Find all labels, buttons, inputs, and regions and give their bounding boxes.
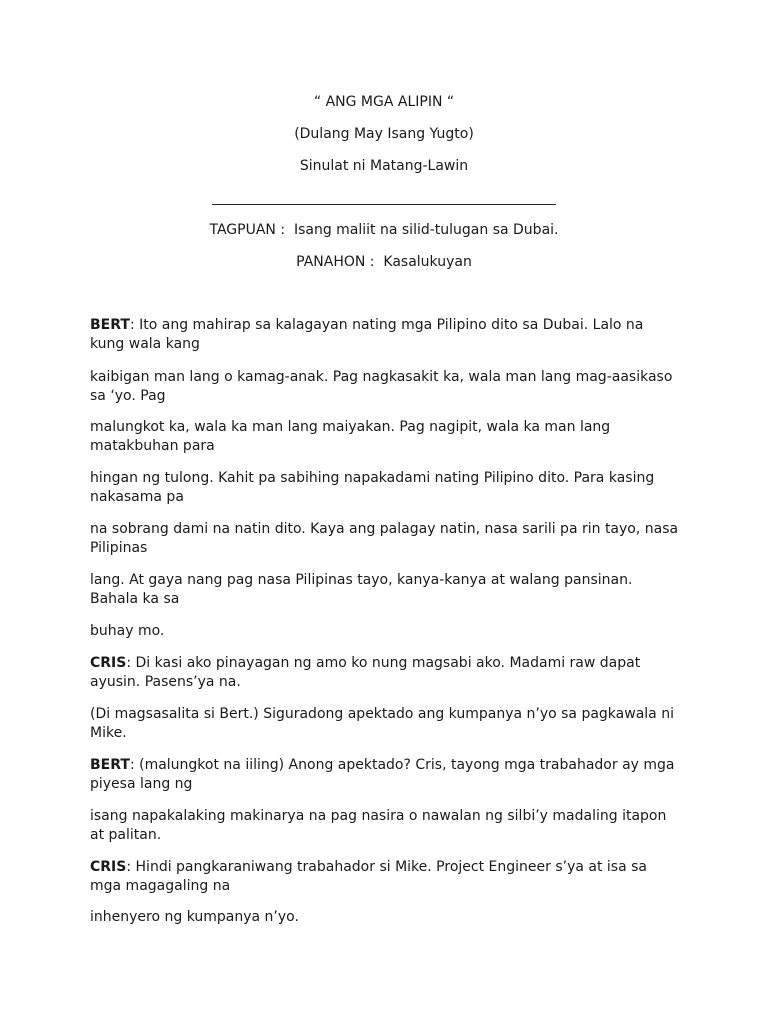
speaker-name: BERT — [90, 757, 130, 773]
dialogue-text: (Di magsasalita si Bert.) Siguradong apektado ang kumpanya n’yo sa pagkawala ni Mike. — [90, 706, 674, 741]
dialogue-text: kaibigan man lang o kamag-anak. Pag nagkasakit ka, wala man lang mag-aasikaso sa ‘yo. Pag — [90, 369, 673, 404]
speaker-name: BERT — [90, 317, 130, 333]
dialogue-text: buhay mo. — [90, 623, 165, 639]
dialogue-text: na sobrang dami na natin dito. Kaya ang palagay natin, nasa sarili pa rin tayo, nasa Pilipinas — [90, 521, 679, 556]
header-divider — [212, 204, 556, 205]
dialogue-paragraph — [90, 654, 682, 692]
dialogue-paragraph — [90, 756, 682, 794]
dialogue-text: : Hindi pangkaraniwang trabahador si Mike. Project Engineer s’ya at isa sa mga magagaling na — [90, 859, 647, 894]
dialogue-paragraph — [90, 807, 682, 845]
dialogue-paragraph — [90, 908, 682, 927]
dialogue-paragraph — [90, 520, 682, 558]
dialogue-paragraph — [90, 571, 682, 609]
play-title: “ ANG MGA ALIPIN “ — [313, 94, 455, 110]
dialogue-paragraph — [90, 418, 682, 456]
dialogue-paragraph — [90, 316, 682, 354]
play-author: Sinulat ni Matang-Lawin — [299, 158, 469, 174]
dialogue-text: isang napakalaking makinarya na pag nasira o nawalan ng silbi’y madaling itapon at palitan. — [90, 808, 667, 843]
dialogue-text: : (malungkot na iiling) Anong apektado? Cris, tayong mga trabahador ay mga piyesa lang ng — [90, 757, 675, 792]
speaker-name: CRIS — [90, 859, 127, 875]
dialogue-paragraph — [90, 622, 682, 641]
dialogue-paragraph — [90, 368, 682, 406]
dialogue-text: : Di kasi ako pinayagan ng amo ko nung magsabi ako. Madami raw dapat ayusin. Pasens’ya na. — [90, 655, 641, 690]
dialogue-text: hingan ng tulong. Kahit pa sabihing napakadami nating Pilipino dito. Para kasing nakasama pa — [90, 470, 655, 505]
dialogue-paragraph — [90, 858, 682, 896]
dialogue-paragraph — [90, 469, 682, 507]
dialogue-paragraph — [90, 705, 682, 743]
setting-line: TAGPUAN : Isang maliit na silid-tulugan sa Dubai. — [209, 222, 559, 238]
time-line: PANAHON : Kasalukuyan — [296, 254, 472, 270]
dialogue-text: : Ito ang mahirap sa kalagayan nating mga Pilipino dito sa Dubai. Lalo na kung wala kang — [90, 317, 644, 352]
play-subtitle: (Dulang May Isang Yugto) — [294, 126, 474, 142]
dialogue-text: lang. At gaya nang pag nasa Pilipinas tayo, kanya-kanya at walang pansinan. Bahala ka sa — [90, 572, 633, 607]
dialogue-text: inhenyero ng kumpanya n’yo. — [90, 909, 299, 925]
speaker-name: CRIS — [90, 655, 127, 671]
dialogue-text: malungkot ka, wala ka man lang maiyakan. Pag nagipit, wala ka man lang matakbuhan para — [90, 419, 611, 454]
